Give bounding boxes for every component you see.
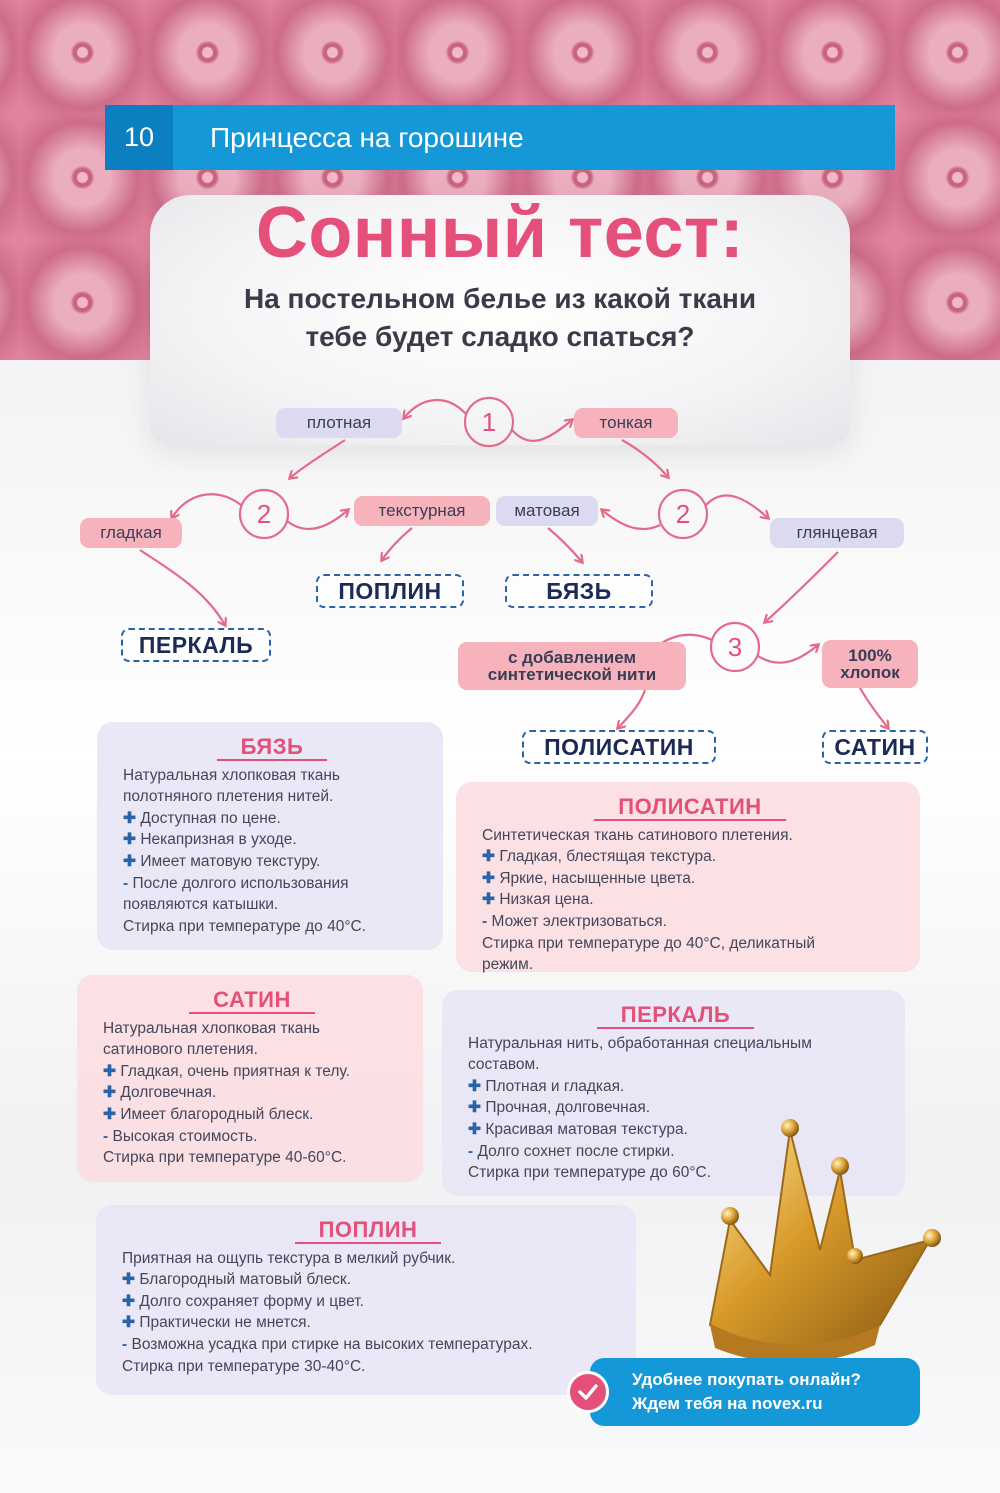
arrow-3-to-cotton (758, 645, 818, 663)
card-polysatin-line-text: Может электризоваться. (491, 912, 667, 930)
card-poplin-line-text: Приятная на ощупь текстура в мелкий рубчик. (122, 1249, 456, 1267)
card-poplin-line-text: Практически не мнется. (139, 1314, 311, 1332)
card-satin-title (103, 989, 401, 1014)
card-polysatin (456, 782, 920, 972)
subtitle-line-2: тебе будет сладко спаться? (305, 321, 695, 352)
card-byaz-line-text: появляются катышки. (123, 896, 279, 914)
card-byaz-title (123, 736, 421, 761)
card-byaz-line (123, 786, 421, 808)
arrow-2-to-glossy (706, 495, 768, 518)
card-poplin-body (122, 1248, 614, 1378)
plus-icon: ✚ (122, 1314, 135, 1332)
plus-icon: ✚ (103, 1084, 116, 1102)
card-polysatin-line (482, 911, 898, 933)
plus-icon: ✚ (123, 852, 136, 870)
option-cotton-line-1: 100% (848, 646, 892, 665)
arrow-1-to-thin (512, 420, 572, 441)
card-byaz-line-text: Доступная по цене. (140, 809, 281, 827)
card-satin-line-text: Высокая стоимость. (112, 1127, 258, 1145)
option-synthetic-line-1: с добавлением (507, 648, 637, 667)
card-polysatin-line (482, 889, 898, 911)
plus-icon: ✚ (123, 809, 136, 827)
card-poplin-line (122, 1248, 614, 1270)
plus-icon: ✚ (468, 1120, 481, 1138)
plus-icon: ✚ (482, 869, 495, 887)
plus-icon: ✚ (468, 1077, 481, 1095)
card-byaz-line-text: Стирка при температуре до 40°С. (123, 917, 367, 935)
card-satin-line (103, 1082, 401, 1104)
step-3-label: 3 (727, 632, 743, 662)
plus-icon: ✚ (103, 1105, 116, 1123)
option-cotton-line-2: хлопок (840, 663, 900, 682)
card-byaz-line-text: Имеет матовую текстуру. (140, 852, 321, 870)
card-byaz-line-text: Некапризная в уходе. (140, 831, 297, 849)
card-poplin-line (122, 1334, 614, 1356)
card-satin-line-text: Гладкая, очень приятная к телу. (120, 1062, 350, 1080)
card-poplin-line (122, 1312, 614, 1334)
arrow-smooth-to-percale (140, 550, 225, 625)
card-satin-body (103, 1018, 401, 1169)
card-satin-line (103, 1061, 401, 1083)
plus-icon: ✚ (468, 1099, 481, 1117)
option-smooth: гладкая (80, 518, 182, 548)
checkmark-icon (567, 1371, 609, 1413)
minus-icon: - (103, 1127, 109, 1145)
card-byaz-line (123, 829, 421, 851)
card-byaz-line-text: Натуральная хлопковая ткань (123, 766, 340, 784)
cta-line-2: Ждем тебя на novex.ru (632, 1394, 823, 1413)
result-poplin: ПОПЛИН (316, 574, 464, 608)
card-byaz-line (123, 851, 421, 873)
result-satin: САТИН (822, 730, 928, 764)
card-polysatin-line-text: Гладкая, блестящая текстура. (499, 848, 717, 866)
card-polysatin-title-text: ПОЛИСАТИН (594, 796, 785, 821)
plus-icon: ✚ (103, 1062, 116, 1080)
card-poplin-line-text: Возможна усадка при стирке на высоких температурах. (131, 1335, 533, 1353)
option-dense: плотная (276, 408, 402, 438)
card-byaz-body (123, 765, 421, 938)
card-percale-line-text: Долго сохнет после стирки. (477, 1142, 675, 1160)
cta-line-1: Удобнее покупать онлайн? (632, 1370, 861, 1389)
minus-icon: - (122, 1335, 128, 1353)
card-polysatin-line (482, 825, 898, 847)
card-satin-line (103, 1147, 401, 1169)
card-polysatin-line-text: Стирка при температуре до 40°С, деликатный (482, 934, 816, 952)
card-poplin-title (122, 1219, 614, 1244)
card-percale-line-text: Плотная и гладкая. (485, 1077, 625, 1095)
card-polysatin-line (482, 868, 898, 890)
card-poplin-line-text: Благородный матовый блеск. (139, 1271, 352, 1289)
card-polysatin-line-text: Низкая цена. (499, 891, 594, 909)
arrow-synthetic-to-polysatin (618, 690, 645, 728)
plus-icon: ✚ (123, 831, 136, 849)
option-glossy: глянцевая (770, 518, 904, 548)
card-polysatin-line-text: Синтетическая ткань сатинового плетения. (482, 826, 793, 844)
result-polysatin: ПОЛИСАТИН (522, 730, 716, 764)
card-poplin-line (122, 1291, 614, 1313)
card-percale-line (468, 1076, 883, 1098)
card-percale-line-text: Стирка при температуре до 60°С. (468, 1164, 712, 1182)
card-polysatin-line (482, 933, 898, 955)
plus-icon: ✚ (122, 1271, 135, 1289)
result-byaz: БЯЗЬ (505, 574, 653, 608)
minus-icon: - (468, 1142, 474, 1160)
option-thin: тонкая (574, 408, 678, 438)
plus-icon: ✚ (122, 1292, 135, 1310)
card-satin (77, 975, 423, 1182)
card-byaz-line (123, 765, 421, 787)
card-poplin-title-text: ПОПЛИН (295, 1219, 442, 1244)
card-byaz-line-text: полотняного плетения нитей. (123, 788, 334, 806)
card-percale-line (468, 1054, 883, 1076)
card-satin-title-text: САТИН (189, 989, 315, 1014)
crown-icon (690, 1110, 960, 1370)
card-percale-title (468, 1004, 883, 1029)
step-2-left-label: 2 (256, 499, 272, 529)
card-satin-line (103, 1126, 401, 1148)
option-synthetic (458, 642, 686, 690)
card-satin-line-text: Натуральная хлопковая ткань (103, 1019, 320, 1037)
card-polysatin-line-text: режим. (482, 956, 534, 974)
card-byaz-line (123, 873, 421, 895)
option-synthetic-line-2: синтетической нити (487, 665, 657, 684)
plus-icon: ✚ (482, 891, 495, 909)
arrow-matte-to-byaz (548, 528, 582, 562)
card-poplin (96, 1205, 636, 1395)
card-byaz (97, 722, 443, 950)
card-satin-line (103, 1039, 401, 1061)
card-byaz-line (123, 894, 421, 916)
arrow-glossy-down (765, 552, 838, 622)
card-byaz-line (123, 916, 421, 938)
arrow-2-to-textured (287, 510, 348, 529)
card-satin-line-text: сатинового плетения. (103, 1041, 258, 1059)
plus-icon: ✚ (482, 848, 495, 866)
card-percale-line-text: Натуральная нить, обработанная специальным (468, 1034, 812, 1052)
result-percale: ПЕРКАЛЬ (121, 628, 271, 662)
header-title: Принцесса на горошине (210, 121, 524, 153)
page-number: 10 (105, 105, 173, 170)
minus-icon: - (482, 912, 488, 930)
card-byaz-title-text: БЯЗЬ (217, 736, 328, 761)
card-polysatin-title (482, 796, 898, 821)
card-percale-title-text: ПЕРКАЛЬ (597, 1004, 755, 1029)
card-polysatin-line (482, 846, 898, 868)
arrow-thin-down (622, 440, 668, 477)
card-poplin-line (122, 1356, 614, 1378)
card-poplin-line-text: Долго сохраняет форму и цвет. (139, 1292, 364, 1310)
arrow-2-to-smooth (172, 494, 241, 518)
card-polysatin-line (482, 954, 898, 976)
card-satin-line-text: Долговечная. (120, 1084, 217, 1102)
arrow-dense-down (290, 440, 345, 478)
card-poplin-line (122, 1269, 614, 1291)
option-cotton (822, 640, 918, 688)
card-polysatin-line-text: Яркие, насыщенные цвета. (499, 869, 696, 887)
card-satin-line (103, 1104, 401, 1126)
card-percale-line (468, 1033, 883, 1055)
card-satin-line (103, 1018, 401, 1040)
arrow-cotton-to-satin (860, 688, 888, 728)
subtitle-line-1: На постельном белье из какой ткани (243, 283, 757, 314)
card-byaz-line (123, 808, 421, 830)
minus-icon: - (123, 874, 129, 892)
card-satin-line-text: Имеет благородный блеск. (120, 1105, 314, 1123)
step-1-label: 1 (481, 407, 497, 437)
card-polysatin-body (482, 825, 898, 976)
card-satin-line-text: Стирка при температуре 40-60°С. (103, 1149, 347, 1167)
card-percale-line-text: Красивая матовая текстура. (485, 1120, 688, 1138)
card-poplin-line-text: Стирка при температуре 30-40°С. (122, 1357, 366, 1375)
main-title: Сонный тест: (255, 193, 745, 273)
arrow-2-to-matte (602, 510, 660, 529)
card-percale-line-text: Прочная, долговечная. (485, 1099, 651, 1117)
cta-banner[interactable] (590, 1358, 920, 1426)
arrow-textured-to-poplin (382, 528, 412, 560)
step-2-right-label: 2 (675, 499, 691, 529)
card-byaz-line-text: После долгого использования (132, 874, 349, 892)
arrow-1-to-dense (404, 400, 466, 418)
option-matte: матовая (496, 496, 598, 526)
card-percale-line-text: составом. (468, 1056, 540, 1074)
option-textured: текстурная (354, 496, 490, 526)
